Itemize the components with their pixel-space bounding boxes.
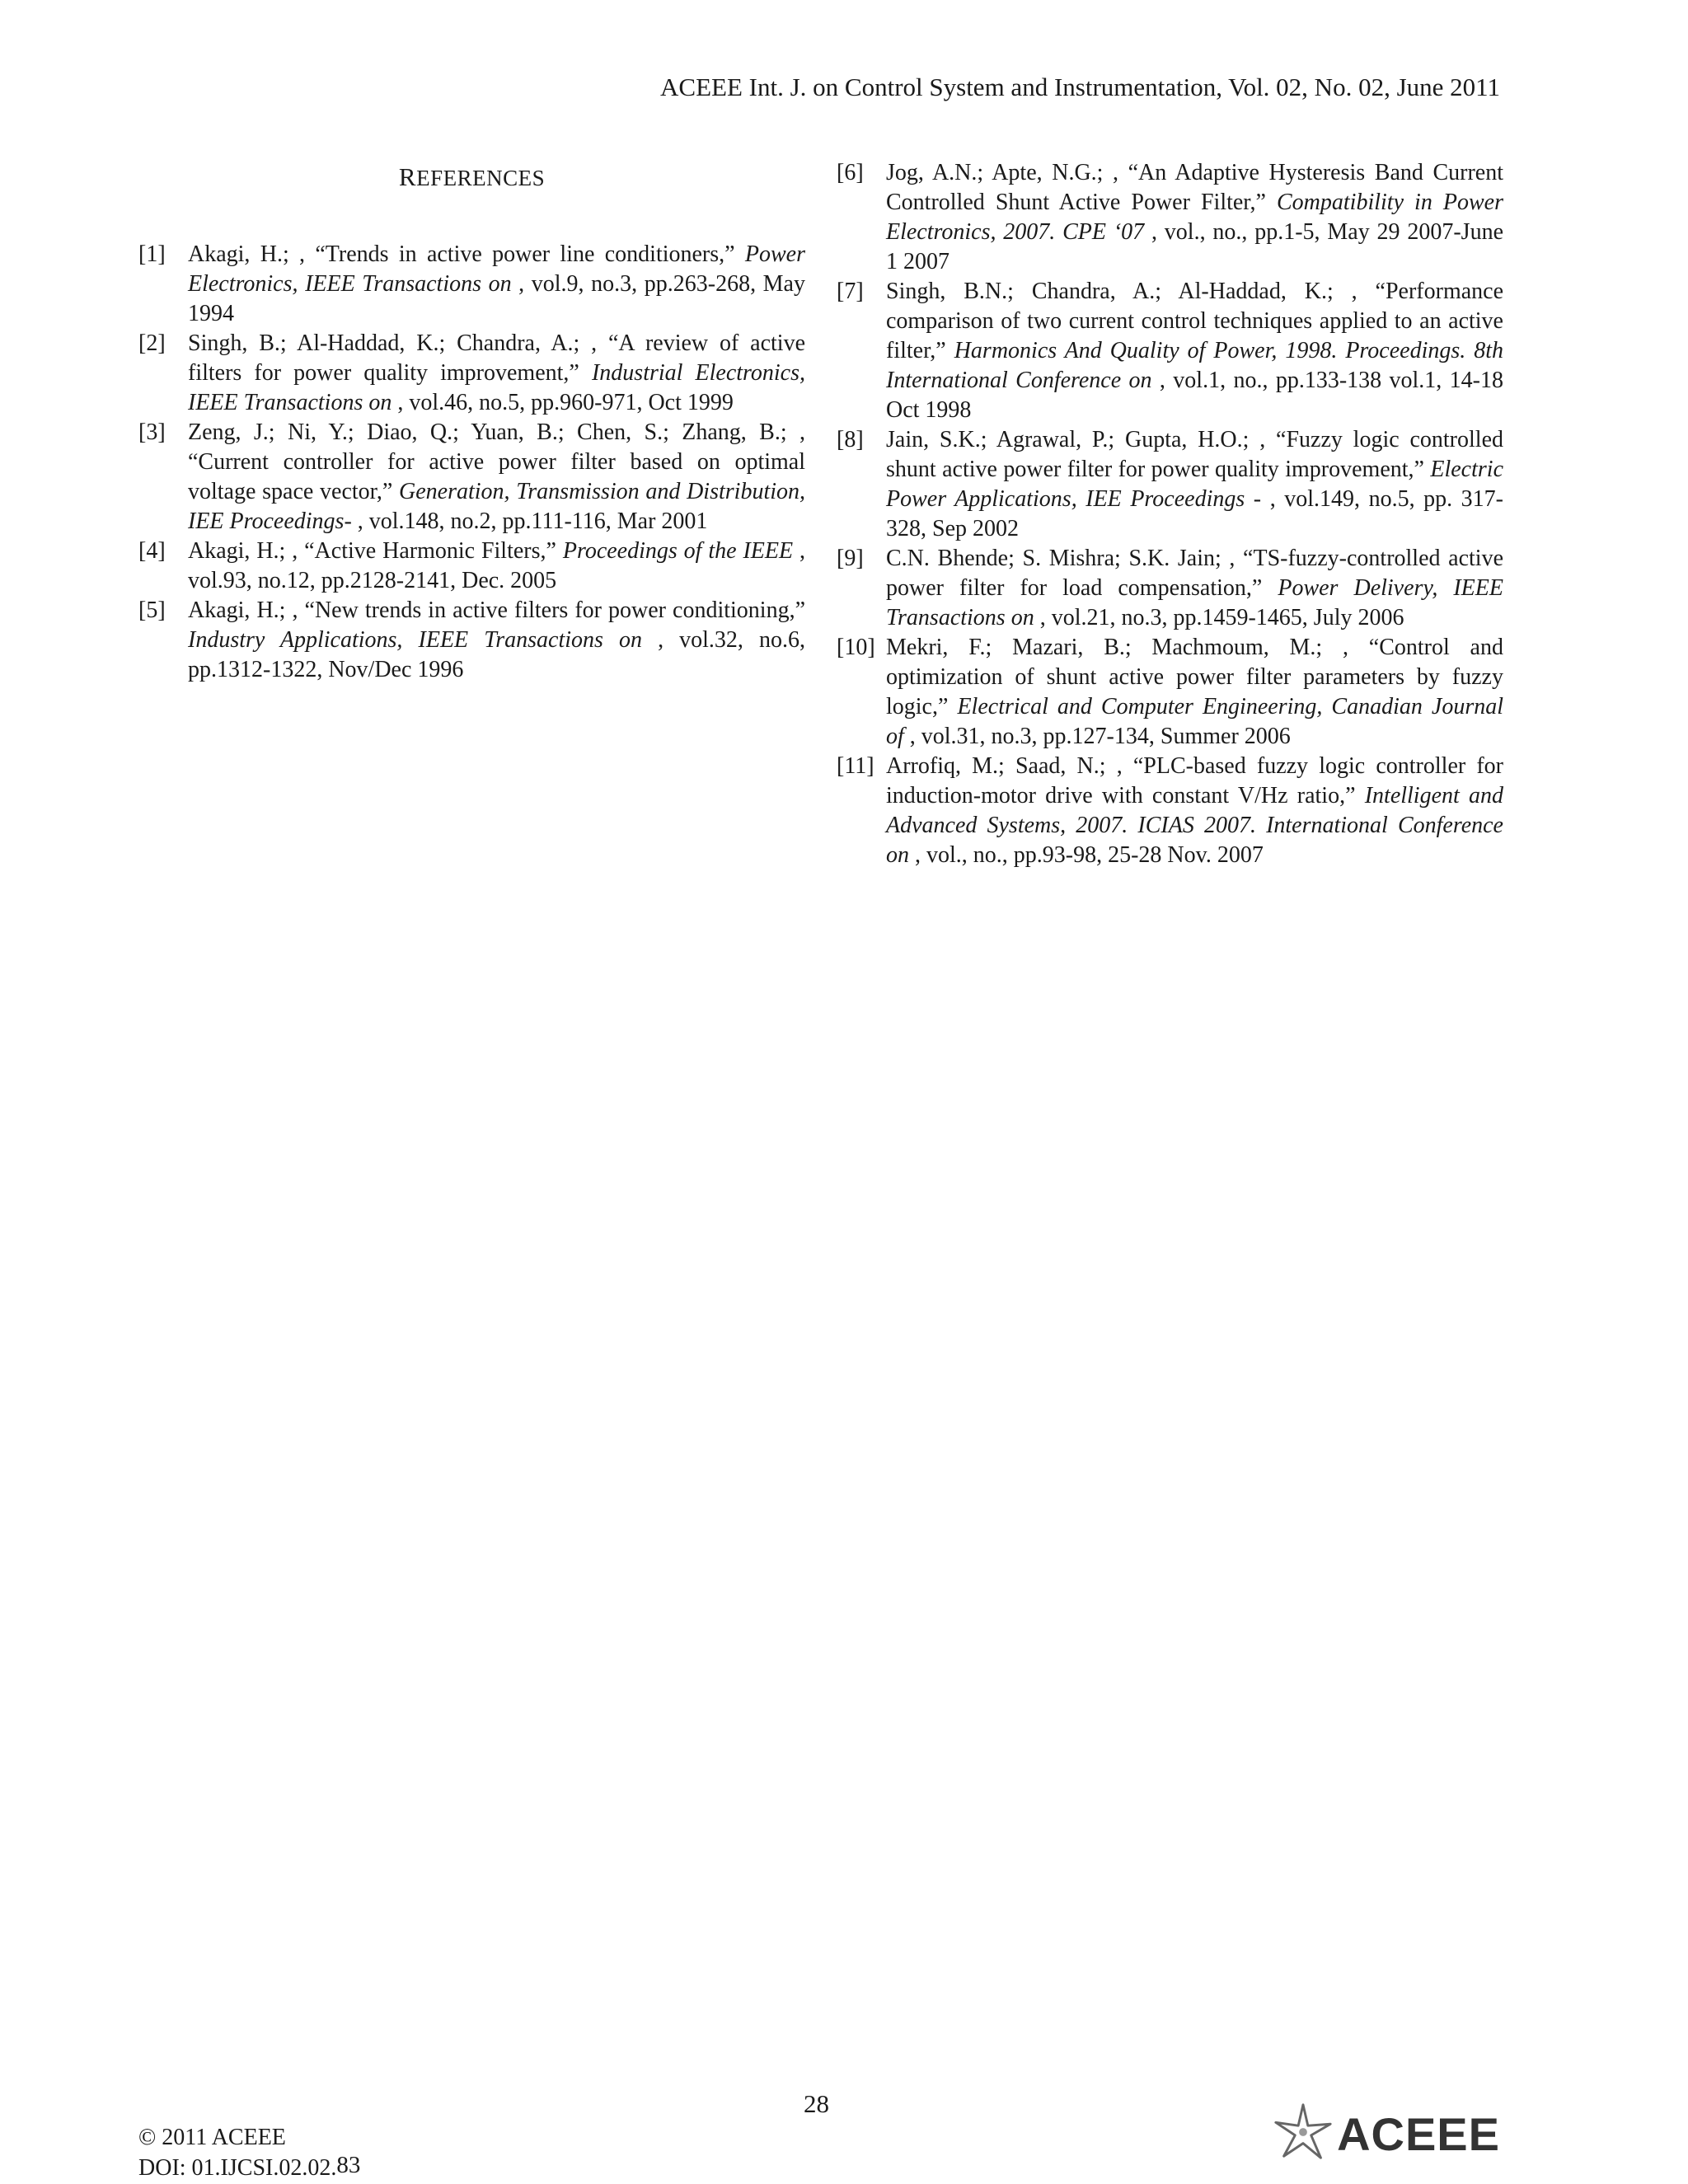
references-heading-initial: R <box>398 162 417 191</box>
reference-number: [2] <box>138 330 166 356</box>
reference-venue: Electrical and Computer Engineering, Canadian Journal of <box>886 694 1503 749</box>
reference-venue: Industry Applications, IEEE Transactions on <box>188 627 642 653</box>
reference-details: , vol.9, no.3, pp.263-268, May 1994 <box>188 271 805 326</box>
reference-text <box>886 425 1503 544</box>
references-heading <box>138 162 805 192</box>
reference-venue: Intelligent and Advanced Systems, 2007. ICIAS 2007. International Conference on <box>886 783 1504 868</box>
star-icon <box>1271 2100 1335 2168</box>
reference-text <box>886 277 1503 425</box>
references-list-right <box>837 158 1503 870</box>
reference-venue: Power Electronics, IEEE Transactions on <box>188 241 805 297</box>
doi-prefix: DOI: 01.IJCSI.02.02. <box>138 2155 337 2181</box>
reference-text <box>188 537 805 596</box>
reference-number: [7] <box>837 279 864 304</box>
reference-item <box>138 537 805 596</box>
reference-venue: Generation, Transmission and Distribution, IEE Proceedings- <box>188 479 805 534</box>
reference-item <box>138 240 805 329</box>
reference-item <box>138 596 805 685</box>
references-column-left <box>138 158 805 685</box>
reference-number: [5] <box>138 598 166 623</box>
reference-text <box>188 596 805 685</box>
reference-number: [3] <box>138 419 166 445</box>
reference-number: [4] <box>138 538 166 564</box>
doi <box>138 2153 360 2183</box>
reference-details: , vol.46, no.5, pp.960-971, Oct 1999 <box>392 390 734 415</box>
reference-venue: Compatibility in Power Electronics, 2007. CPE ‘07 <box>886 190 1503 245</box>
reference-authors-title: Mekri, F.; Mazari, B.; Machmoum, M.; , “Control and optimization of shunt active power filter parameters by fuzzy logic,” <box>886 635 1503 719</box>
reference-item <box>837 633 1503 752</box>
reference-item <box>837 544 1503 633</box>
footer-info <box>138 2123 360 2183</box>
doi-suffix: 83 <box>336 2152 361 2178</box>
reference-authors-title: Akagi, H.; , “New trends in active filters for power conditioning,” <box>188 598 805 623</box>
reference-item <box>837 425 1503 544</box>
reference-number: [10] <box>837 635 875 660</box>
reference-venue: Electric Power Applications, IEE Proceedings - <box>886 457 1503 512</box>
reference-item <box>138 418 805 537</box>
reference-authors-title: Singh, B.; Al-Haddad, K.; Chandra, A.; , “A review of active filters for power quality improvement,” <box>188 330 805 386</box>
logo-text: ACEEE <box>1337 2108 1500 2160</box>
reference-text <box>886 544 1503 633</box>
reference-item <box>837 277 1503 425</box>
reference-details: , vol., no., pp.93-98, 25-28 Nov. 2007 <box>909 842 1264 868</box>
reference-item <box>837 158 1503 277</box>
reference-venue: Harmonics And Quality of Power, 1998. Proceedings. 8th International Conference on <box>886 338 1503 393</box>
reference-venue: Power Delivery, IEEE Transactions on <box>886 575 1503 630</box>
reference-authors-title: Singh, B.N.; Chandra, A.; Al-Haddad, K.; , “Performance comparison of two current control techniques applied to an active filter,” <box>886 279 1503 363</box>
reference-text <box>188 329 805 418</box>
reference-details: , vol.31, no.3, pp.127-134, Summer 2006 <box>903 724 1291 749</box>
reference-authors-title: Arrofiq, M.; Saad, N.; , “PLC-based fuzzy logic controller for induction-motor drive with constant V/Hz ratio,” <box>886 753 1503 808</box>
page-number: 28 <box>804 2089 829 2118</box>
reference-details: , vol.149, no.5, pp. 317- 328, Sep 2002 <box>886 486 1504 541</box>
reference-venue: Proceedings of the IEEE <box>562 538 794 564</box>
reference-authors-title: Akagi, H.; , “Active Harmonic Filters,” <box>188 538 563 564</box>
reference-number: [1] <box>138 241 166 267</box>
reference-text <box>886 158 1503 277</box>
references-column-right <box>837 158 1503 870</box>
reference-details: , vol.93, no.12, pp.2128-2141, Dec. 2005 <box>188 538 806 593</box>
reference-text <box>188 418 805 537</box>
reference-number: [8] <box>837 427 864 452</box>
references-heading-rest: EFERENCES <box>416 166 546 190</box>
reference-text <box>188 240 805 329</box>
reference-details: , vol.21, no.3, pp.1459-1465, July 2006 <box>1034 605 1404 630</box>
reference-authors-title: Zeng, J.; Ni, Y.; Diao, Q.; Yuan, B.; Chen, S.; Zhang, B.; , “Current controller for active power filter based on optimal voltage space vector,” <box>188 419 805 504</box>
reference-authors-title: Jog, A.N.; Apte, N.G.; , “An Adaptive Hysteresis Band Current Controlled Shunt Active Power Filter,” <box>886 160 1503 215</box>
aceee-logo <box>1271 2100 1500 2168</box>
reference-authors-title: Jain, S.K.; Agrawal, P.; Gupta, H.O.; , “Fuzzy logic controlled shunt active power filter for power quality improvement,” <box>886 427 1503 482</box>
reference-details: , vol.32, no.6, pp.1312-1322, Nov/Dec 1996 <box>188 627 806 682</box>
reference-details: , vol.148, no.2, pp.111-116, Mar 2001 <box>351 509 708 534</box>
copyright: © 2011 ACEEE <box>138 2125 286 2150</box>
reference-item <box>837 752 1503 870</box>
reference-text <box>886 752 1503 870</box>
references-list-left <box>138 240 805 685</box>
reference-authors-title: C.N. Bhende; S. Mishra; S.K. Jain; , “TS-fuzzy-controlled active power filter for load compensation,” <box>886 546 1503 601</box>
running-title: ACEEE Int. J. on Control System and Instrumentation, Vol. 02, No. 02, June 2011 <box>660 73 1500 101</box>
reference-number: [11] <box>837 753 874 779</box>
reference-number: [9] <box>837 546 864 571</box>
reference-item <box>138 329 805 418</box>
reference-number: [6] <box>837 160 864 185</box>
reference-venue: Industrial Electronics, IEEE Transactions on <box>188 360 806 415</box>
reference-details: , vol.1, no., pp.133-138 vol.1, 14-18 Oct 1998 <box>886 368 1503 423</box>
reference-authors-title: Akagi, H.; , “Trends in active power line conditioners,” <box>188 241 745 267</box>
reference-text <box>886 633 1503 752</box>
reference-details: , vol., no., pp.1-5, May 29 2007-June 1 2007 <box>886 219 1503 274</box>
